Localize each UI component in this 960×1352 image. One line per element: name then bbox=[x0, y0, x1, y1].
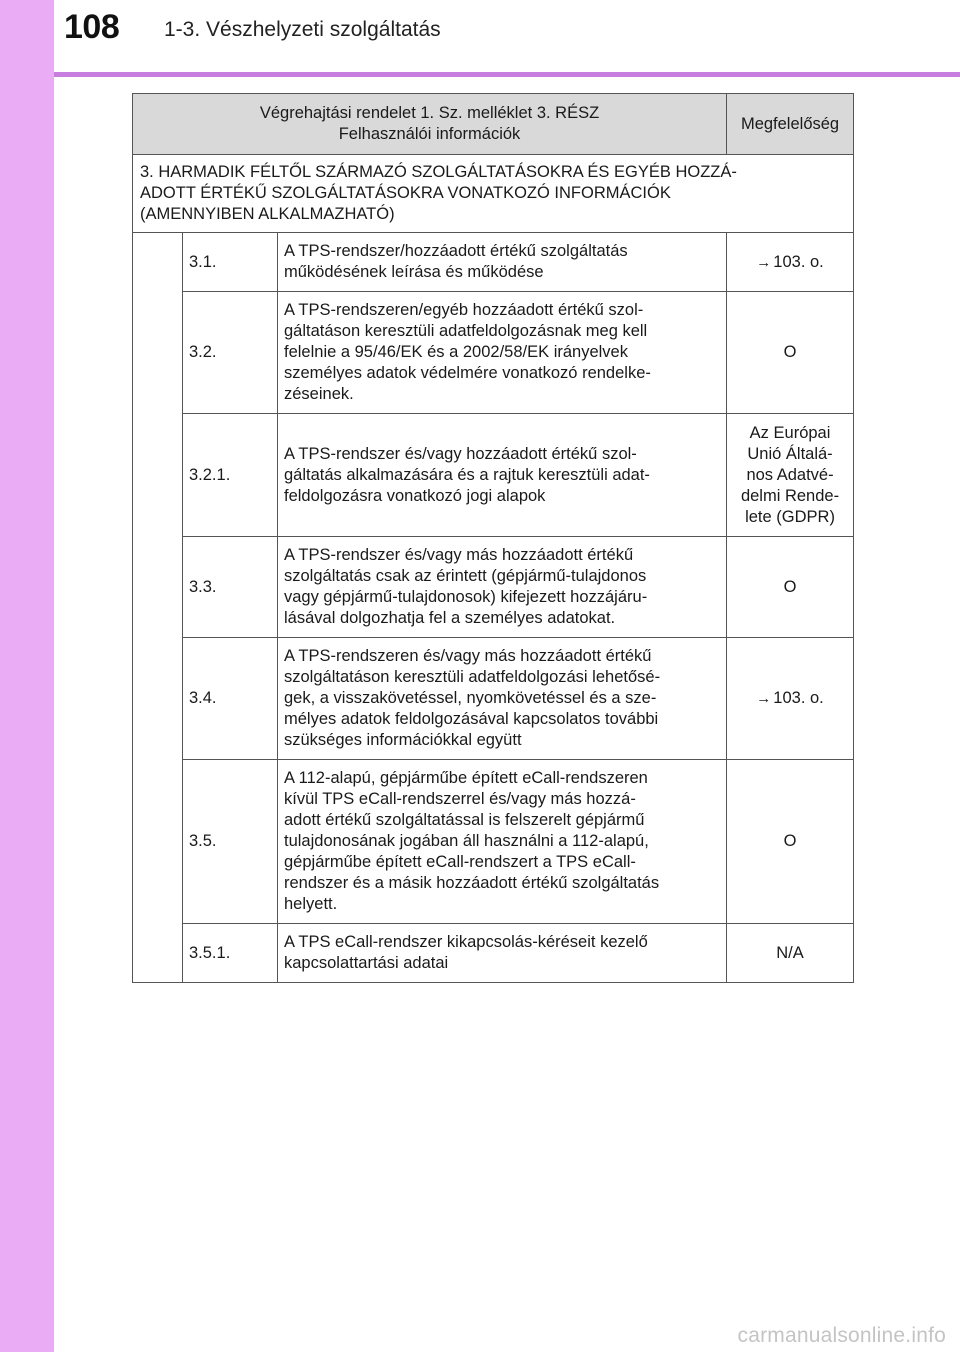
row-description: A TPS-rendszer és/vagy hozzáadott értékű szol- gáltatás alkalmazására és a rajtuk keresztüli adat- feldolgozásra vonatkozó jogi alapok bbox=[278, 414, 727, 537]
watermark-text: carmanualsonline.info bbox=[737, 1324, 946, 1347]
table-row bbox=[133, 638, 854, 760]
row-description: A TPS eCall-rendszer kikapcsolás-kéréseit kezelő kapcsolattartási adatai bbox=[278, 924, 727, 983]
row-conformity: Az Európai Unió Általá- nos Adatvé- delmi Rende- lete (GDPR) bbox=[727, 414, 854, 537]
table-row bbox=[133, 924, 854, 983]
arrow-right-icon: → bbox=[756, 253, 772, 271]
row-number: 3.2. bbox=[183, 292, 278, 414]
row-number: 3.5. bbox=[183, 760, 278, 924]
row-conformity: O bbox=[727, 537, 854, 638]
row-number: 3.1. bbox=[183, 233, 278, 292]
page-number: 108 bbox=[64, 8, 120, 46]
row-conformity: O bbox=[727, 760, 854, 924]
row-conformity: N/A bbox=[727, 924, 854, 983]
row-description: A TPS-rendszeren és/vagy más hozzáadott értékű szolgáltatáson keresztüli adatfeldolgozási lehetősé- gek, a visszakövetéssel, nyomkövetéssel és a sze- mélyes adatok feldolgozásával kapcsolatos további szükséges információkkal együtt bbox=[278, 638, 727, 760]
arrow-right-icon: → bbox=[756, 690, 772, 707]
row-description: A TPS-rendszer/hozzáadott értékű szolgáltatás működésének leírása és működése bbox=[278, 233, 727, 292]
table-row bbox=[133, 414, 854, 537]
row-number: 3.5.1. bbox=[183, 924, 278, 983]
row-number: 3.2.1. bbox=[183, 414, 278, 537]
row-number: 3.4. bbox=[183, 638, 278, 760]
table-header-row bbox=[133, 94, 854, 155]
row-description: A 112-alapú, gépjárműbe épített eCall-rendszeren kívül TPS eCall-rendszerrel és/vagy más hozzá- adott értékű szolgáltatással is felszerelt gépjármű tulajdonosának jogában áll használni a 112-alapú, gépjárműbe épített eCall-rendszert a TPS eCall- rendszer és a másik hozzáadott értékű szolgáltatás helyett. bbox=[278, 760, 727, 924]
table-header-conformity: Megfelelőség bbox=[727, 94, 854, 155]
row-conformity: → 103. o. bbox=[727, 233, 854, 292]
table-row bbox=[133, 292, 854, 414]
user-information-table bbox=[132, 93, 854, 983]
indent-cell bbox=[133, 233, 183, 983]
table-row bbox=[133, 760, 854, 924]
section-title: 1-3. Vészhelyzeti szolgáltatás bbox=[164, 18, 441, 41]
section-heading: 3. HARMADIK FÉLTŐL SZÁRMAZÓ SZOLGÁLTATÁSOKRA ÉS EGYÉB HOZZÁ- ADOTT ÉRTÉKŰ SZOLGÁLTATÁSOKRA VONATKOZÓ INFORMÁCIÓK (AMENNYIBEN ALKALMAZHATÓ) bbox=[133, 155, 854, 233]
left-color-band bbox=[0, 0, 54, 1352]
header-rule bbox=[54, 72, 960, 77]
table-header-title: Végrehajtási rendelet 1. Sz. melléklet 3. RÉSZ Felhasználói információk bbox=[133, 94, 727, 155]
row-conformity: → 103. o. bbox=[727, 638, 854, 760]
table-row bbox=[133, 537, 854, 638]
section-heading-row bbox=[133, 155, 854, 233]
row-description: A TPS-rendszeren/egyéb hozzáadott értékű szol- gáltatáson keresztüli adatfeldolgozásnak meg kell felelnie a 95/46/EK és a 2002/58/EK irányelvek személyes adatok védelmére vonatkozó rendelke- zéseinek. bbox=[278, 292, 727, 414]
row-conformity: O bbox=[727, 292, 854, 414]
row-description: A TPS-rendszer és/vagy más hozzáadott értékű szolgáltatás csak az érintett (gépjármű-tulajdonos vagy gépjármű-tulajdonosok) kifejezett hozzájáru- lásával dolgozhatja fel a személyes adatokat. bbox=[278, 537, 727, 638]
table-row bbox=[133, 233, 854, 292]
row-number: 3.3. bbox=[183, 537, 278, 638]
